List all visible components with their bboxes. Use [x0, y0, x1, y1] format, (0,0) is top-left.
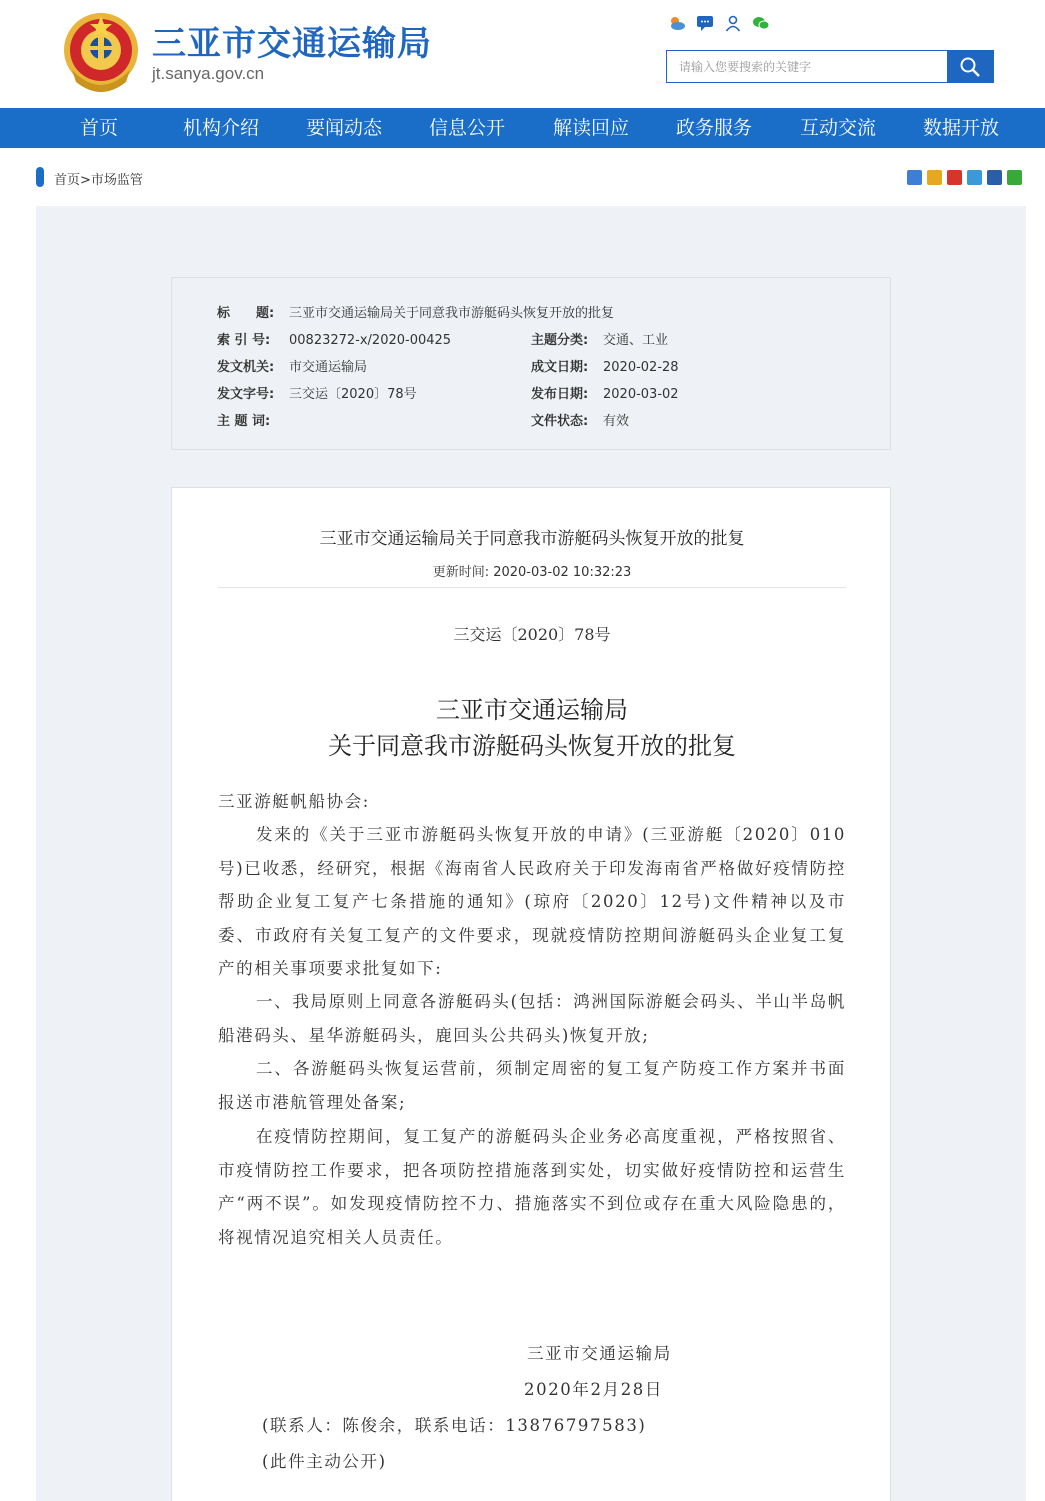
document-paragraph-3: 二、各游艇码头恢复运营前，须制定周密的复工复产防疫工作方案并书面报送市港航管理处备案; — [218, 1059, 846, 1112]
disclosure-note: (此件主动公开) — [262, 1452, 387, 1471]
document-heading-line1: 三亚市交通运输局 — [436, 696, 628, 724]
share-wechat-icon[interactable] — [1007, 170, 1022, 185]
share-add-icon[interactable] — [907, 170, 922, 185]
national-emblem-logo[interactable] — [60, 10, 142, 94]
document-number: 三交运〔2020〕78号 — [453, 625, 611, 644]
document-heading-line2: 关于同意我市游艇码头恢复开放的批复 — [328, 732, 736, 760]
nav-item-interaction[interactable]: 互动交流 — [799, 117, 876, 139]
signature-org: 三亚市交通运输局 — [527, 1344, 672, 1363]
nav-item-info-disclosure[interactable]: 信息公开 — [428, 117, 505, 139]
document-paragraph-1: 发来的《关于三亚市游艇码头恢复开放的申请》(三亚游艇〔2020〕010号)已收悉，经研究，根据《海南省人民政府关于印发海南省严格做好疫情防控帮助企业复工复产七条措施的通知》(琼府〔2020〕12号)文件精神以及市委、市政府有关复工复产的文件要求，现就疫情防控期间游艇码头企业复工复产的相关事项要求批复如下: — [218, 825, 846, 978]
meta-status-row — [531, 410, 629, 429]
document-title: 三亚市交通运输局关于同意我市游艇码头恢复开放的批复 — [319, 529, 745, 549]
meta-created-label: 成文日期: — [531, 360, 589, 375]
share-weibo-icon[interactable] — [947, 170, 962, 185]
breadcrumb-current-link[interactable]: 市场监管 — [90, 173, 143, 188]
meta-docno-row — [217, 383, 417, 402]
document-metadata — [171, 277, 891, 450]
chat-icon[interactable] — [696, 14, 714, 32]
meta-docno-value: 三交运〔2020〕78号 — [289, 387, 417, 402]
document-paragraph-4: 在疫情防控期间，复工复产的游艇码头企业务必高度重视，严格按照省、市疫情防控工作要求，把各项防控措施落到实处，切实做好疫情防控和运营生产“两不误”。如发现疫情防控不力、措施落实不到位或存在重大风险隐患的，将视情况追究相关人员责任。 — [218, 1127, 846, 1247]
nav-item-interpretation[interactable]: 解读回应 — [552, 117, 629, 139]
meta-index-label: 索 引 号: — [217, 333, 271, 348]
site-domain: jt.sanya.gov.cn — [152, 64, 265, 83]
meta-category-value: 交通、工业 — [603, 333, 669, 348]
nav-item-open-data[interactable]: 数据开放 — [922, 117, 999, 139]
breadcrumb-home-link[interactable]: 首页 — [54, 173, 81, 188]
meta-created-row — [531, 356, 679, 375]
meta-issuer-row — [217, 356, 367, 375]
document-divider — [218, 587, 846, 588]
meta-keywords-label: 主 题 词: — [217, 414, 271, 429]
meta-index-row — [217, 329, 451, 348]
search-button[interactable] — [947, 51, 993, 82]
share-renren-icon[interactable] — [987, 170, 1002, 185]
meta-created-value: 2020-02-28 — [603, 360, 679, 375]
user-icon[interactable] — [724, 14, 742, 32]
nav-item-home[interactable]: 首页 — [79, 117, 118, 139]
meta-category-label: 主题分类: — [531, 333, 589, 348]
nav-item-services[interactable]: 政务服务 — [675, 117, 752, 139]
site-header — [0, 0, 1045, 108]
site-title[interactable]: 三亚市交通运输局 — [152, 24, 432, 64]
top-icons — [668, 14, 770, 32]
meta-status-value: 有效 — [603, 414, 630, 429]
document-salutation: 三亚游艇帆船协会: — [218, 792, 370, 811]
search-icon — [959, 56, 981, 78]
meta-issuer-value: 市交通运输局 — [289, 360, 368, 375]
meta-title-row — [217, 302, 614, 321]
meta-title-value: 三亚市交通运输局关于同意我市游艇码头恢复开放的批复 — [289, 306, 615, 321]
search-box — [666, 50, 994, 83]
search-input[interactable] — [667, 51, 948, 82]
document-paragraph-2: 一、我局原则上同意各游艇码头(包括：鸿洲国际游艇会码头、半山半岛帆船港码头、星华游艇码头，鹿回头公共码头)恢复开放; — [218, 992, 846, 1045]
breadcrumb-text — [54, 169, 143, 188]
meta-category-row — [531, 329, 668, 348]
signature-date: 2020年2月28日 — [524, 1380, 663, 1399]
nav-item-about[interactable]: 机构介绍 — [182, 117, 259, 139]
meta-docno-label: 发文字号: — [217, 387, 275, 402]
wechat-icon[interactable] — [752, 14, 770, 32]
breadcrumb — [36, 166, 1026, 188]
breadcrumb-separator: > — [80, 173, 91, 188]
meta-published-row — [531, 383, 679, 402]
meta-issuer-label: 发文机关: — [217, 360, 275, 375]
share-qzone-icon[interactable] — [927, 170, 942, 185]
meta-title-label: 标 题: — [217, 306, 275, 321]
meta-keywords-row — [217, 410, 289, 429]
weather-icon[interactable] — [668, 14, 686, 32]
meta-status-label: 文件状态: — [531, 414, 589, 429]
meta-index-value: 00823272-x/2020-00425 — [289, 333, 452, 348]
nav-item-news[interactable]: 要闻动态 — [305, 117, 382, 139]
contact-info: (联系人：陈俊余，联系电话：13876797583) — [262, 1416, 647, 1435]
breadcrumb-marker — [36, 167, 44, 187]
main-nav — [0, 108, 1045, 148]
document-updated-time: 更新时间: 2020-03-02 10:32:23 — [432, 565, 632, 580]
share-tencent-icon[interactable] — [967, 170, 982, 185]
main-content-panel — [36, 206, 1026, 1501]
meta-published-value: 2020-03-02 — [603, 387, 679, 402]
document-body — [171, 487, 891, 1501]
meta-published-label: 发布日期: — [531, 387, 589, 402]
share-icons — [907, 170, 1022, 185]
